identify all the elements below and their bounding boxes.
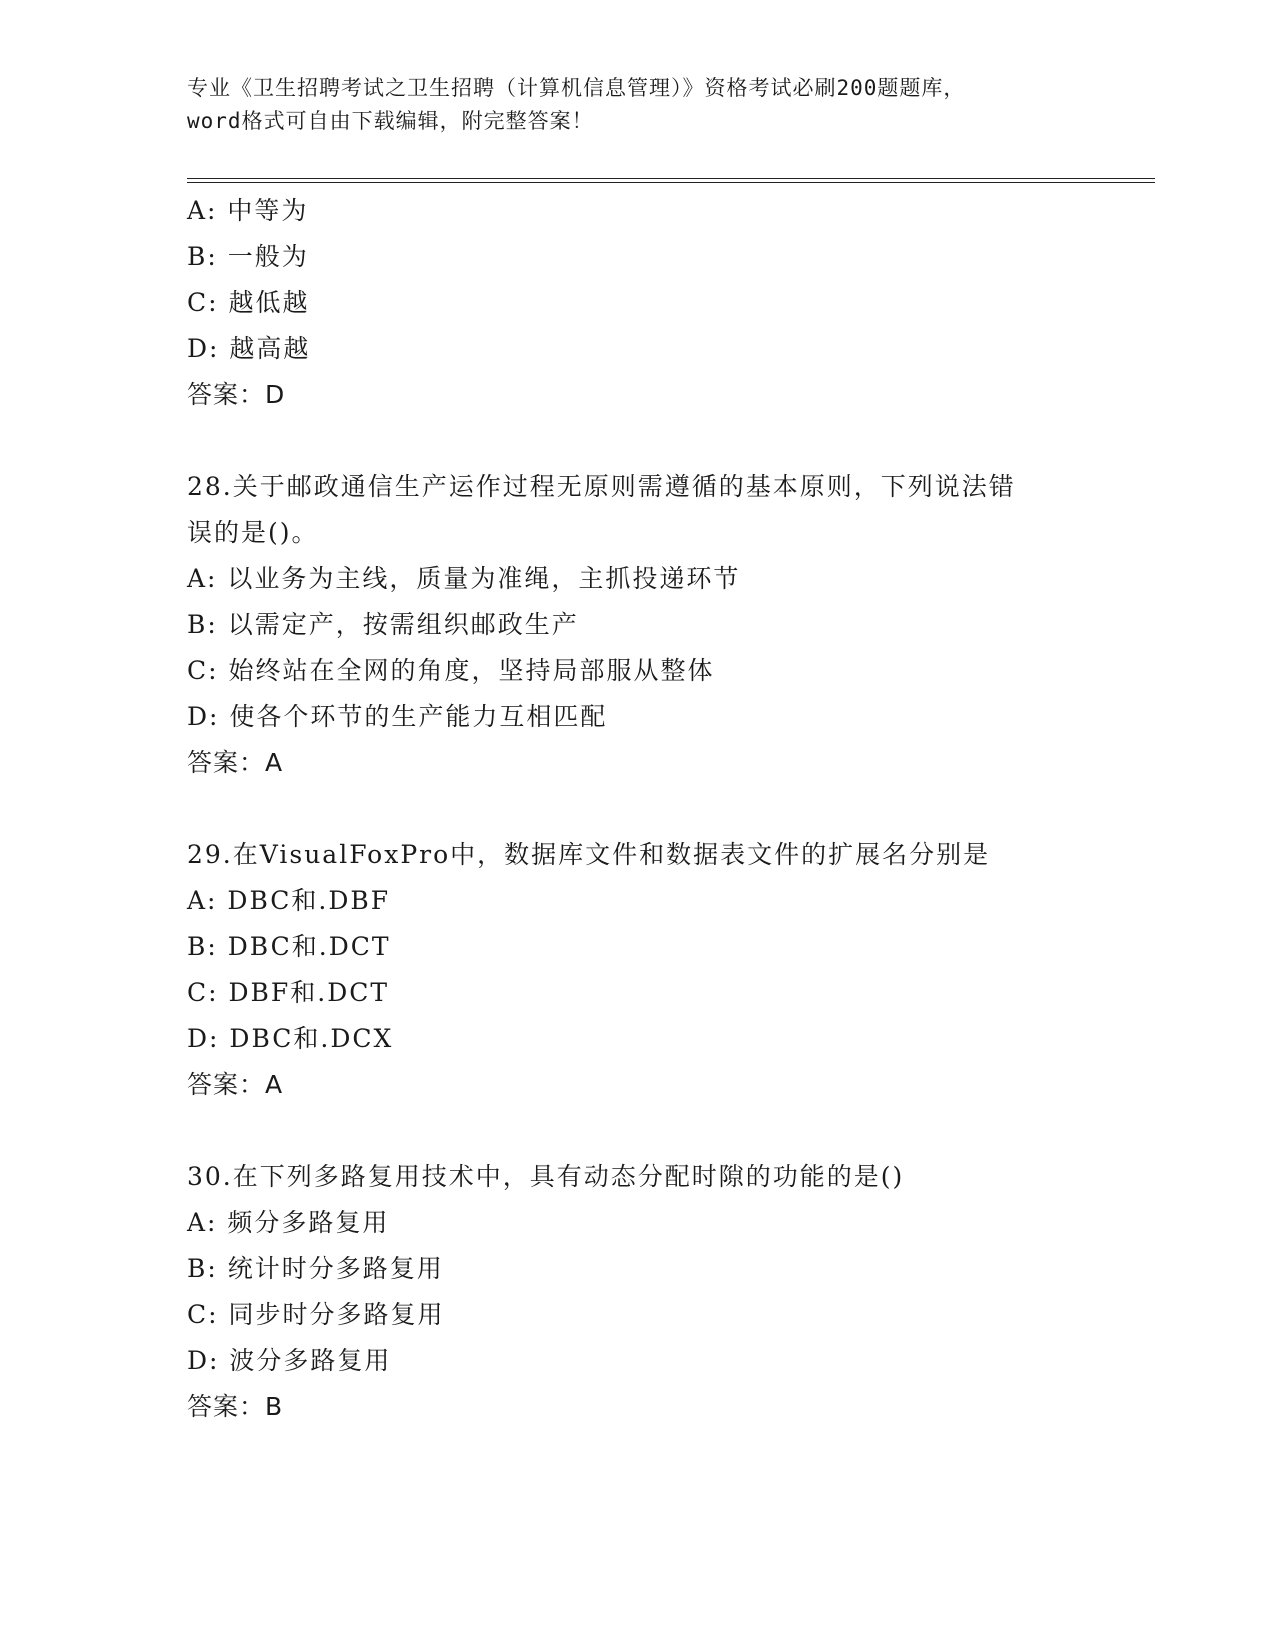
document-header — [187, 72, 1087, 138]
option-c: C: 越低越 — [187, 288, 310, 317]
spacer — [187, 1108, 1147, 1154]
option-a: A: 以业务为主线，质量为准绳，主抓投递环节 — [187, 564, 741, 593]
option-c: C: 同步时分多路复用 — [187, 1300, 445, 1329]
document-body — [187, 188, 1147, 1430]
option-b: B: DBC和.DCT — [187, 932, 391, 961]
option-c: C: DBF和.DCT — [187, 978, 390, 1007]
header-divider — [187, 178, 1155, 183]
option-d: D: 越高越 — [187, 334, 311, 363]
question-block-30 — [187, 1154, 1147, 1430]
answer-line: 答案：A — [187, 748, 284, 777]
option-d: D: DBC和.DCX — [187, 1024, 394, 1053]
option-d: D: 波分多路复用 — [187, 1346, 392, 1375]
option-b: B: 一般为 — [187, 242, 309, 271]
header-line-1: 专业《卫生招聘考试之卫生招聘（计算机信息管理）》资格考试必刷200题题库， — [187, 76, 966, 100]
option-a: A: 频分多路复用 — [187, 1208, 390, 1237]
option-b: B: 以需定产，按需组织邮政生产 — [187, 610, 579, 639]
option-a: A: 中等为 — [187, 196, 309, 225]
answer-line: 答案：A — [187, 1070, 284, 1099]
header-line-2: word格式可自由下载编辑，附完整答案！ — [187, 109, 594, 133]
answer-line: 答案：D — [187, 380, 286, 409]
question-block-prev — [187, 188, 1147, 418]
spacer — [187, 418, 1147, 464]
spacer — [187, 786, 1147, 832]
option-b: B: 统计时分多路复用 — [187, 1254, 444, 1283]
option-c: C: 始终站在全网的角度，坚持局部服从整体 — [187, 656, 715, 685]
question-block-28 — [187, 464, 1147, 786]
answer-line: 答案：B — [187, 1392, 284, 1421]
question-text: 30.在下列多路复用技术中，具有动态分配时隙的功能的是() — [187, 1162, 905, 1191]
question-text-cont: 误的是()。 — [187, 518, 319, 547]
question-block-29 — [187, 832, 1147, 1108]
question-text: 28.关于邮政通信生产运作过程无原则需遵循的基本原则，下列说法错 — [187, 472, 1016, 501]
question-text: 29.在VisualFoxPro中，数据库文件和数据表文件的扩展名分别是 — [187, 840, 991, 869]
option-a: A: DBC和.DBF — [187, 886, 391, 915]
option-d: D: 使各个环节的生产能力互相匹配 — [187, 702, 608, 731]
